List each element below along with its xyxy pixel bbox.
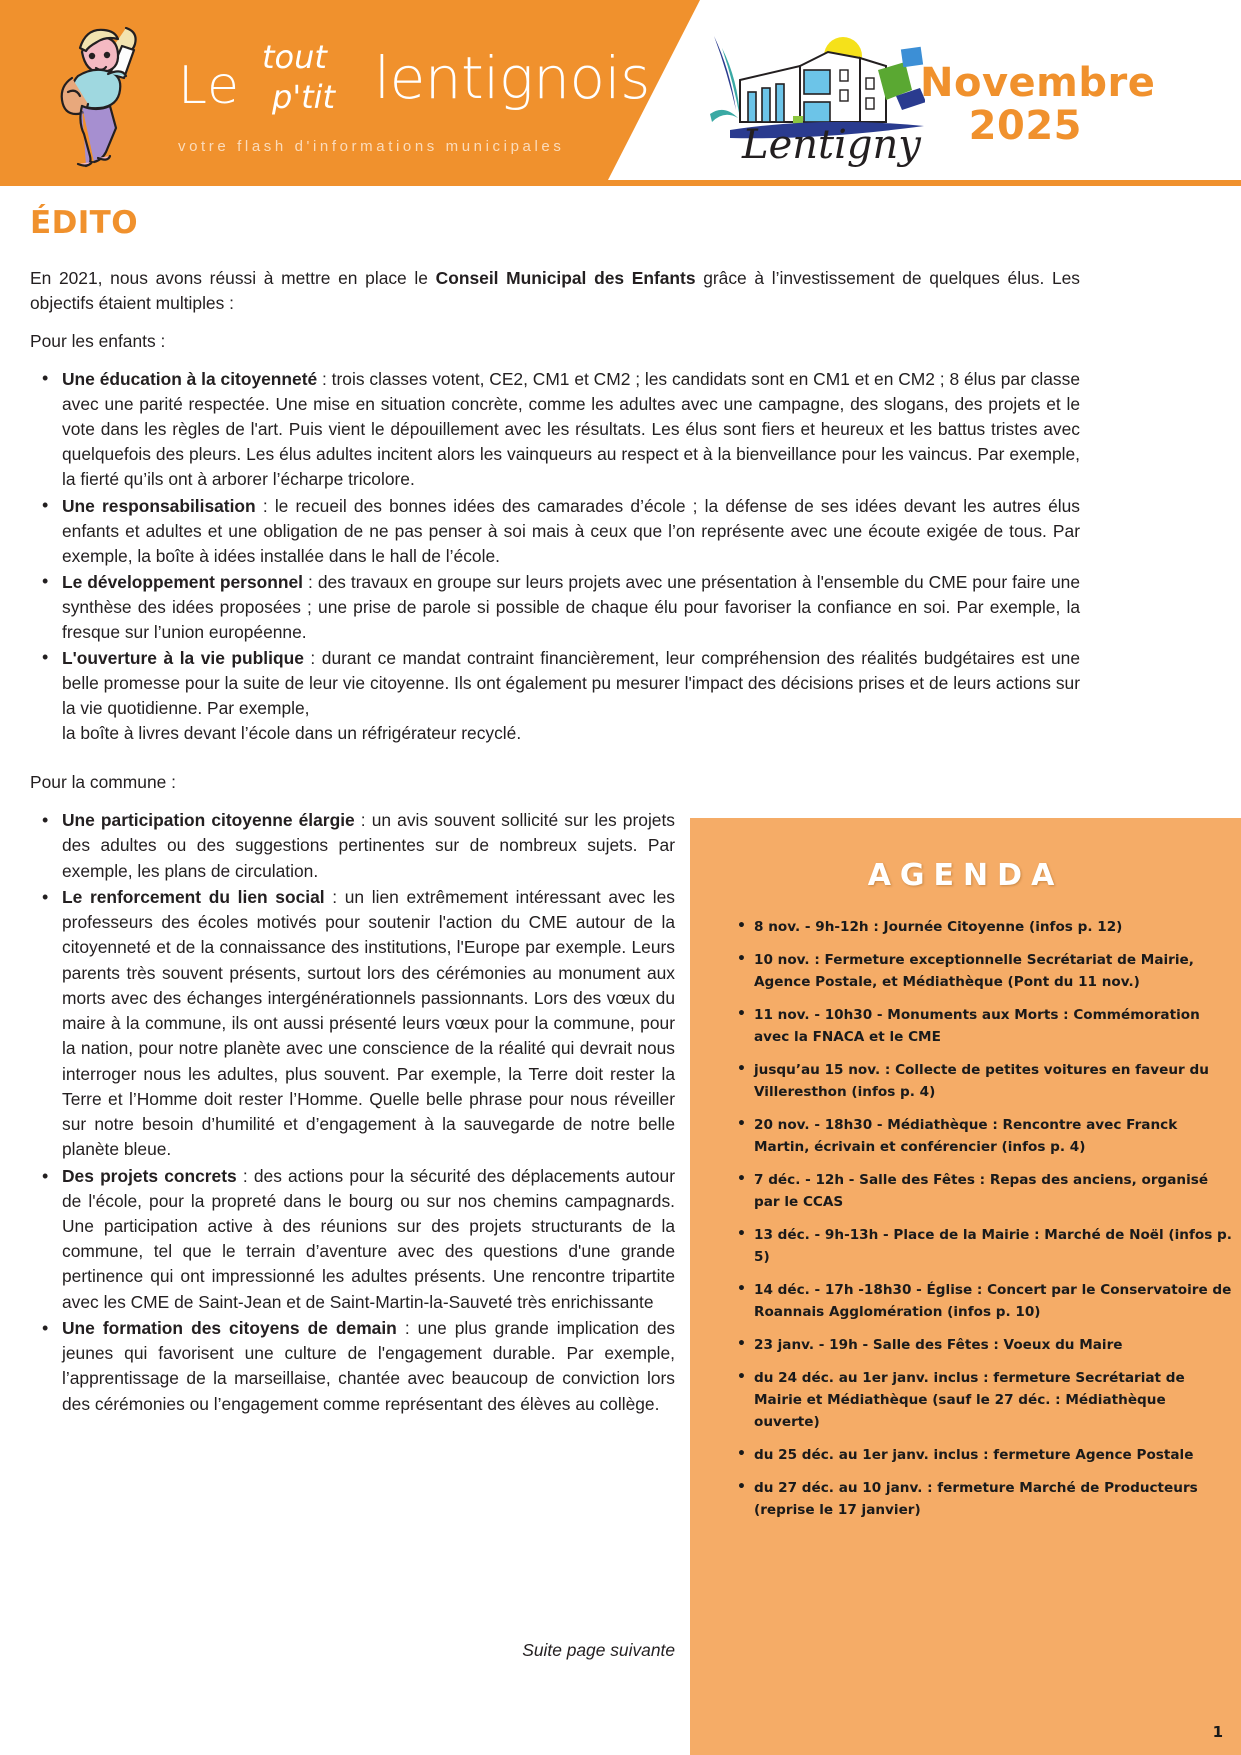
masthead-word-ptit: p'tit	[272, 78, 336, 116]
bullet-lead: L'ouverture à la vie publique	[62, 647, 304, 668]
mascot-child-illustration	[38, 18, 168, 168]
agenda-item: • du 27 déc. au 10 janv. : fermeture Marché de Producteurs (reprise le 17 janvier)	[754, 1477, 1234, 1521]
bullet-text: : le recueil des bonnes idées des camarades d’école ; la défense de ses idées devant les autres élus enfants et adultes et une obligation de ne pas penser à soi mais à ceux que l’on représente avec une écoute exigée de tous. Par exemple, la boîte à idées installée dans le hall de l’école.	[62, 495, 1080, 566]
issue-date	[920, 62, 1220, 148]
agenda-item: • 8 nov. - 9h-12h : Journée Citoyenne (infos p. 12)	[754, 916, 1234, 938]
agenda-item: • jusqu’au 15 nov. : Collecte de petites voitures en faveur du Villeresthon (infos p. 4)	[754, 1059, 1234, 1103]
issue-month: Novembre	[920, 60, 1156, 106]
bullet-text: : une plus grande implication des jeunes qui favorisent une culture de l'engagement durable. Par exemple, l’apprentissage de la marseillaise, chantée avec beaucoup de conviction lors des cérémonies ou l’engagement comme représentant des élèves au collège.	[62, 1317, 675, 1414]
list-item	[62, 885, 675, 1163]
page-title: ÉDITO	[30, 205, 138, 241]
agenda-item: • 13 déc. - 9h-13h - Place de la Mairie : Marché de Noël (infos p. 5)	[754, 1224, 1234, 1268]
masthead-logotype	[178, 22, 650, 132]
agenda-item: • 11 nov. - 10h30 - Monuments aux Morts : Commémoration avec la FNACA et le CME	[754, 1004, 1234, 1048]
list-item	[62, 570, 1080, 645]
agenda-title: AGENDA	[867, 858, 1064, 893]
commune-heading: Pour la commune :	[30, 772, 176, 792]
list-item	[62, 1164, 675, 1315]
edito-intro-before: En 2021, nous avons réussi à mettre en place le	[30, 268, 436, 288]
commune-bullet-list	[30, 808, 675, 1417]
bullet-lead: Le renforcement du lien social	[62, 886, 325, 907]
bullet-lead: Une responsabilisation	[62, 495, 256, 516]
agenda-item: • 14 déc. - 17h -18h30 - Église : Concert par le Conservatoire de Roannais Agglomération (infos p. 10)	[754, 1279, 1234, 1323]
agenda-item: • 7 déc. - 12h - Salle des Fêtes : Repas des anciens, organisé par le CCAS	[754, 1169, 1234, 1213]
svg-text:Lentigny: Lentigny	[742, 122, 921, 168]
bullet-lead: Des projets concrets	[62, 1165, 237, 1186]
masthead-word-le: Le	[178, 56, 241, 116]
agenda-item: • 10 nov. : Fermeture exceptionnelle Secrétariat de Mairie, Agence Postale, et Médiathèque (Pont du 11 nov.)	[754, 949, 1234, 993]
agenda-item: • du 24 déc. au 1er janv. inclus : fermeture Secrétariat de Mairie et Médiathèque (sauf le 27 déc. : Médiathèque ouverte)	[754, 1367, 1234, 1433]
bullet-tail: la boîte à livres devant l’école dans un réfrigérateur recyclé.	[62, 723, 522, 744]
children-heading: Pour les enfants :	[30, 331, 166, 352]
list-item	[62, 494, 1080, 569]
bullet-text: : un avis souvent sollicité sur les projets des adultes ou des suggestions pertinentes sur de nombreux sujets. Par exemple, les plans de circulation.	[62, 810, 676, 881]
masthead-word-tout: tout	[262, 38, 327, 76]
edito-body-wide	[30, 266, 1080, 752]
agenda-item: • 23 janv. - 19h - Salle des Fêtes : Voeux du Maire	[754, 1334, 1234, 1356]
edito-intro-after: grâce à l’investissement de quelques élus. Les objectifs étaient multiples :	[30, 268, 1081, 314]
list-item	[62, 1316, 675, 1417]
bullet-lead: Le développement personnel	[62, 571, 303, 592]
continuation-note: Suite page suivante	[522, 1640, 675, 1660]
bullet-lead: Une éducation à la citoyenneté	[62, 369, 318, 390]
bullet-text: : des travaux en groupe sur leurs projets avec une présentation à l'ensemble du CME pour faire une synthèse des idées proposées ; une prise de parole si possible de chaque élu pour favoriser la confiance en soi. Par exemple, la fresque sur l’union européenne.	[62, 571, 1080, 642]
bullet-lead: Une participation citoyenne élargie	[62, 810, 355, 831]
header-divider-rule	[0, 180, 1241, 186]
issue-year: 2025	[968, 103, 1082, 150]
edito-intro-bold: Conseil Municipal des Enfants	[435, 268, 696, 288]
agenda-item-list	[728, 916, 1234, 1532]
agenda-item: • 20 nov. - 18h30 - Médiathèque : Rencontre avec Franck Martin, écrivain et conférencier (infos p. 4)	[754, 1114, 1234, 1158]
children-bullet-list	[30, 367, 1080, 746]
bullet-text: : durant ce mandat contraint financièrement, leur compréhension des réalités budgétaires est une belle promesse pour la suite de leur vie citoyenne. Ils ont également pu mesurer l'impact des décisions prises et de leurs actions sur la vie quotidienne. Par exemple,	[62, 647, 1080, 718]
agenda-item: • du 25 déc. au 1er janv. inclus : fermeture Agence Postale	[754, 1444, 1234, 1466]
masthead-tagline: votre flash d'informations municipales	[178, 138, 565, 155]
bullet-text: : trois classes votent, CE2, CM1 et CM2 ; les candidats sont en CM1 et en CM2 ; 8 élus par classe avec une parité respectée. Une mise en situation concrète, comme les adultes avec une campagne, des slogans, des projets et le vote dans les règles de l'art. Puis vient le dépouillement avec les résultats. Les élus sont fiers et heureux et les battus tristes avec quelquefois des pleurs. Les élus adultes incitent alors les vainqueurs au respect et à la bienveillance pour les vaincus. Par exemple, la fierté qu’ils ont à arborer l’écharpe tricolore.	[62, 369, 1080, 490]
masthead-word-lentignois: lentignois	[374, 44, 650, 112]
list-item	[62, 808, 675, 884]
page-header	[0, 0, 1241, 180]
agenda-panel	[690, 818, 1241, 1755]
bullet-text: : des actions pour la sécurité des déplacements autour de l'école, pour la propreté dans le bourg ou sur nos chemins campagnards. Une participation active à des réunions sur des projets structurants de la commune, tel que le terrain d’aventure avec des questions d'une grande pertinence qui ont impressionné les adultes présents. Une rencontre tripartite avec les CME de Saint-Jean et de Saint-Martin-la-Sauveté très enrichissante	[62, 1165, 675, 1312]
list-item	[62, 646, 1080, 746]
bullet-lead: Une formation des citoyens de demain	[62, 1317, 397, 1338]
list-item	[62, 367, 1080, 492]
edito-body-narrow	[30, 770, 675, 1423]
lentigny-town-logo	[700, 18, 925, 170]
edito-intro-paragraph	[30, 266, 1080, 316]
page-number: 1	[1212, 1723, 1223, 1741]
bullet-text: : un lien extrêmement intéressant avec les professeurs des écoles motivés pour soutenir l'action du CME autour de la citoyenneté et de la connaissance des institutions, l'Europe par exemple. Leurs parents très souvent présents, surtout lors des cérémonies au monument aux morts avec des échanges intergénérationnels passionnants. Lors des vœux du maire à la commune, ils ont aussi présenté leurs vœux pour la commune, pour la nation, pour notre planète avec une conscience de la réalité qui devrait nous interroger nous les adultes, plus souvent. Par exemple, la Terre doit rester la Terre et l’Homme doit rester l’Homme. Quelle belle phrase pour nous réveiller sur notre besoin d’humilité et d’engagement à la sauvegarde de notre belle planète bleue.	[62, 886, 675, 1160]
